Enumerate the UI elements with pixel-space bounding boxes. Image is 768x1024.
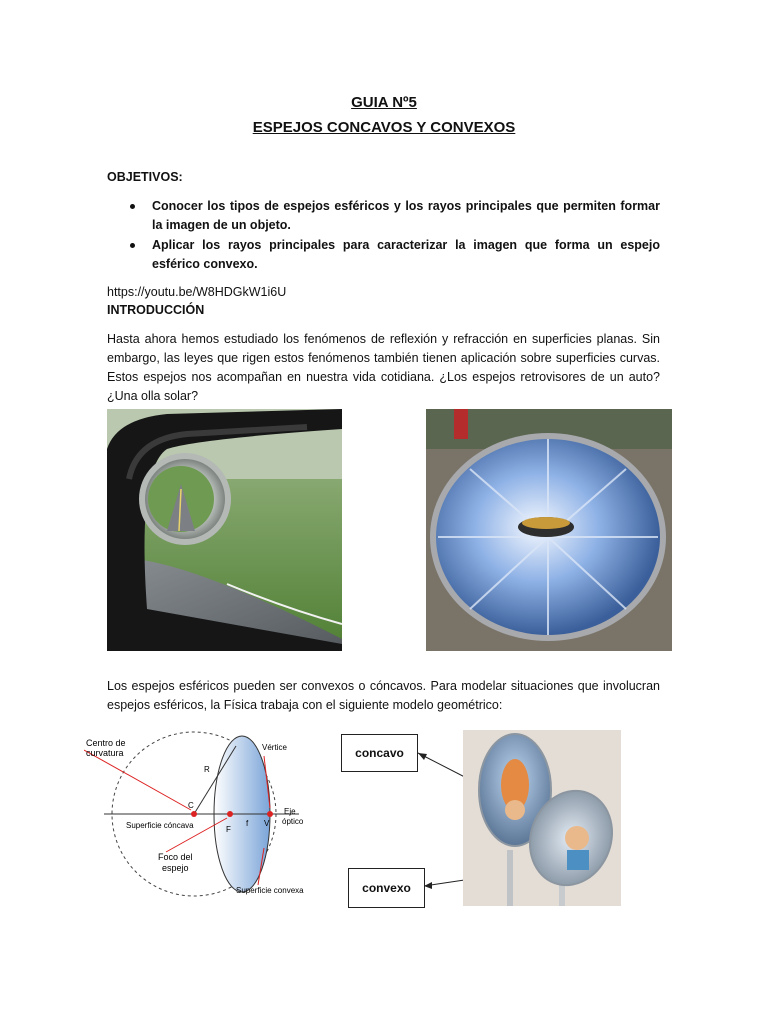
f-label: F [226, 825, 231, 834]
convex-label-box: convexo [348, 868, 425, 908]
focus-label-2: espejo [162, 863, 189, 873]
intro-heading: INTRODUCCIÓN [107, 303, 205, 317]
concave-label-box: concavo [341, 734, 418, 772]
spoons-illustration [463, 730, 621, 906]
axis-label-1: Eje [284, 807, 296, 816]
f-small-label: f [246, 819, 249, 828]
objective-text: Conocer los tipos de espejos esféricos y los rayos principales que permiten formar la imagen de un objeto. [152, 199, 660, 232]
spherical-mirrors-paragraph: Los espejos esféricos pueden ser convexos o cóncavos. Para modelar situaciones que involucran espejos esféricos, la Física trabaja con el siguiente modelo geométrico: [107, 679, 660, 712]
convex-surface-label: Superficie convexa [236, 886, 304, 895]
objectives-heading: OBJETIVOS: [107, 170, 183, 184]
v-label: V [264, 819, 270, 828]
intro-paragraph: Hasta ahora hemos estudiado los fenómenos de reflexión y refracción en superficies planas. Sin embargo, las leyes que rigen estos fenómenos también tienen aplicación sobre superficies curvas. Estos espejos nos acompañan en nuestra vida cotidiana. ¿Los espejos retrovisores de un auto? ¿Una olla solar? [107, 332, 660, 403]
radius-label: R [204, 765, 210, 774]
center-label-2: curvatura [86, 748, 124, 758]
c-label: C [188, 801, 194, 810]
spoons-photo [463, 730, 621, 906]
page-subtitle: ESPEJOS CONCAVOS Y CONVEXOS [252, 119, 516, 136]
concave-surface-label: Superficie cóncava [126, 821, 194, 830]
axis-label-2: óptico [282, 817, 304, 826]
video-link[interactable]: https://youtu.be/W8HDGkW1i6U [107, 285, 287, 299]
center-label-1: Centro de [86, 738, 126, 748]
objective-text: Aplicar los rayos principales para caracterizar la imagen que forma un espejo esférico convexo. [152, 238, 660, 271]
vertex-label: Vértice [262, 743, 287, 752]
page-title: GUIA Nº5 [351, 94, 417, 111]
focus-label-1: Foco del [158, 852, 193, 862]
